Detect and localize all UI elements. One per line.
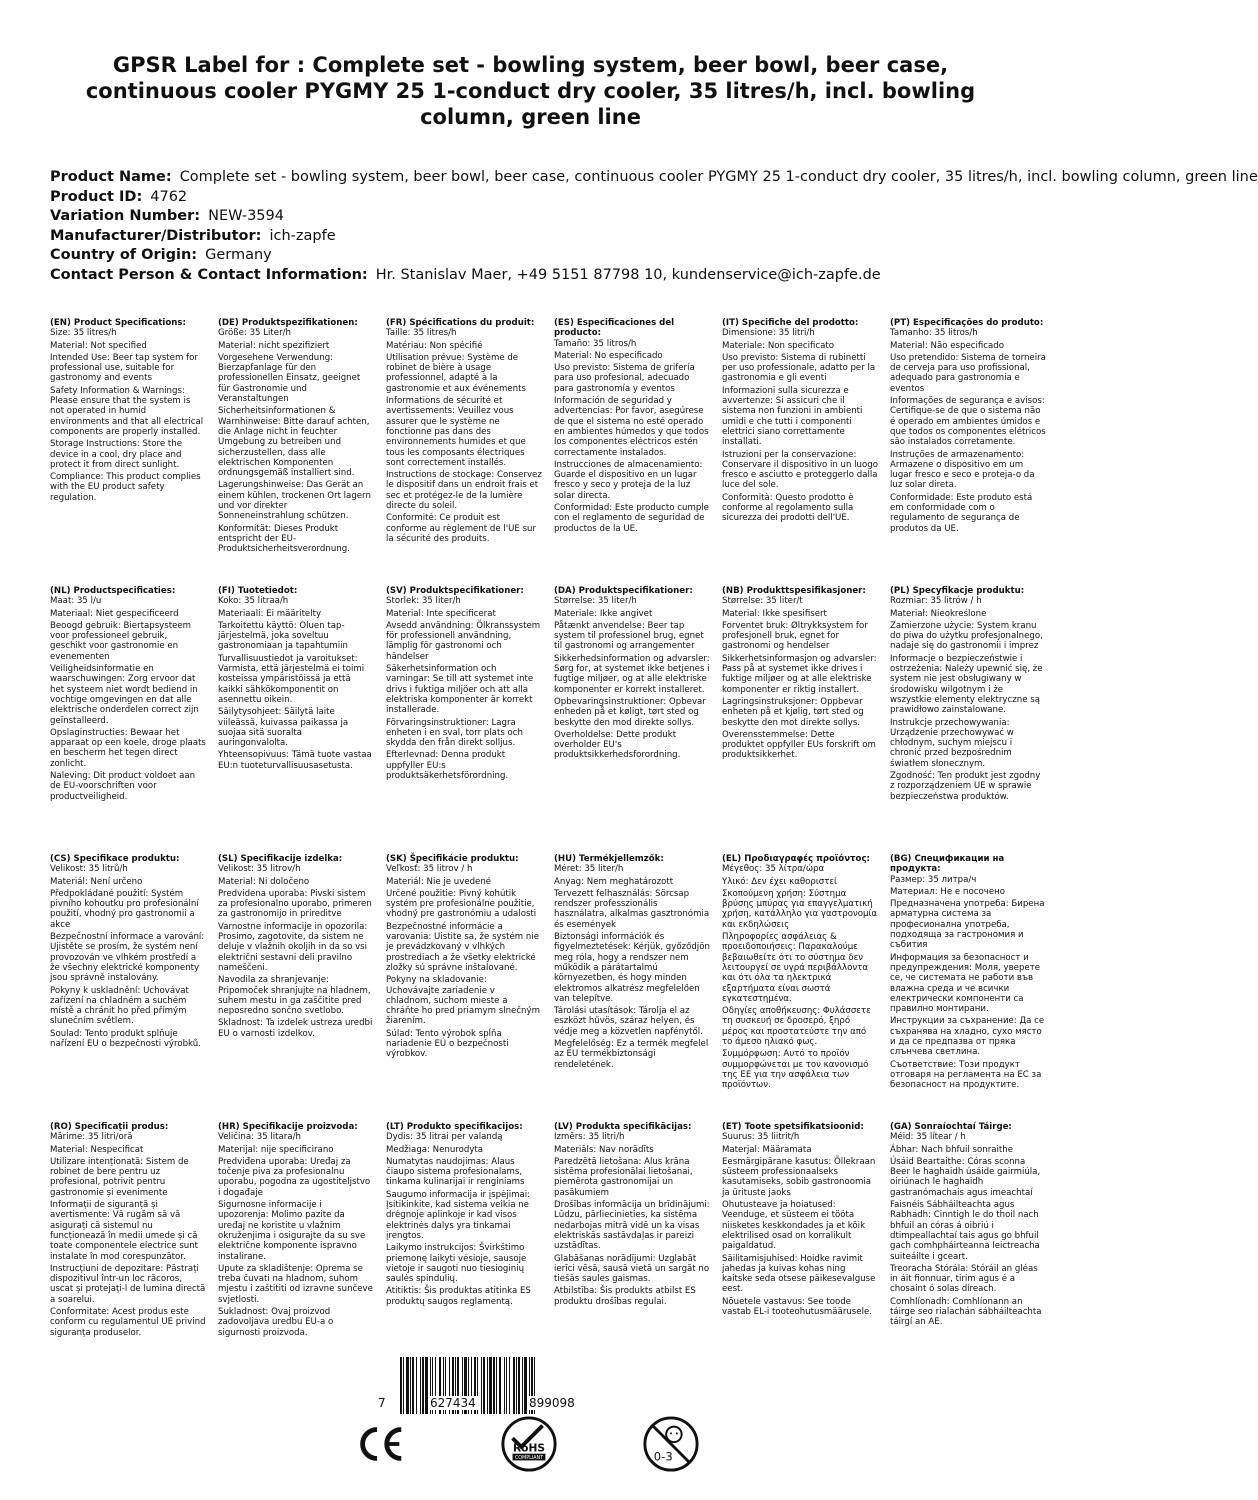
spec-line: Méret: 35 liter/h [554,864,624,875]
spec-section [386,1122,542,1309]
spec-section [890,318,1046,536]
spec-line: Utilizare intenționată: Sistem de robinet de bere pentru uz profesional, potrivit pentru gastronomie și evenimente [50,1156,189,1198]
spec-line: Medžiaga: Nenurodyta [386,1144,484,1155]
spec-line: Předpokládané použití: Systém pivního kohoutku pro profesionální použití, vhodný pro gastronomii a akce [50,888,199,930]
barcode-bar [513,1357,515,1414]
spec-line: Bezpečnostní informace a varování: Ujistěte se prosím, že systém není provozován ve vlhkém prostředí a že všechny elektrické komponenty jsou správně instalovány. [50,932,205,984]
spec-section-header: (DA) Produktspecifikationer: [554,586,693,596]
spec-line: Maat: 35 l/u [50,596,102,607]
info-manufacturer [50,227,1061,247]
spec-line: Drošības informācija un brīdinājumi: Lūdzu, pārliecinieties, ka sistēma nedarbojas mitrā vidē un ka visas elektriskās sastāvdaļas ir pareizi uzstādītas. [554,1200,710,1252]
label-title: GPSR Label for : Complete set - bowling system, beer bowl, beer case, continuous cooler PYGMY 25 1-conduct dry cooler, 35 litres/h, incl. bowling column, green line [85,53,976,129]
spec-line: Opslaginstructies: Bewaar het apparaat op een koele, droge plaats en bescherm het tegen direct zonlicht. [50,727,206,769]
spec-line: Material: Ni določeno [218,876,310,887]
spec-line: Materiál: Nie je uvedené [386,876,492,887]
spec-line: Materiale: Non specificato [722,340,835,351]
spec-line: Určené použitie: Pivný kohútik systém pre profesionálne použitie, vhodný pre gastronómiu a udalosti [386,888,537,920]
info-value: Germany [205,247,272,263]
info-country-of-origin [50,246,1061,266]
spec-line: Upute za skladištenje: Oprema se treba čuvati na hladnom, suhom mjestu i zaštititi od izravne sunčeve svjetlosti. [218,1263,373,1305]
spec-section-header: (RO) Specificații produs: [50,1122,169,1132]
spec-line: Nõuetele vastavus: See toode vastab EL-i tooteohutusmäärusele. [722,1296,872,1318]
spec-line: Säkerhetsinformation och varningar: Se till att systemet inte drivs i fuktiga miljöer och att alla elektriska komponenter är korrekt installerade. [386,664,534,716]
spec-line: Koko: 35 litraa/h [218,596,289,607]
spec-section-header: (FR) Spécifications du produit: [386,318,535,328]
spec-line: Varnostne informacije in opozorila: Prosimo, zagotovite, da sistem ne deluje v vlažnih okoljih in da so vsi električni sestavni deli pravilno nameščeni. [218,921,368,973]
spec-line: Material: No especificado [554,350,663,361]
spec-line: Sicherheitsinformationen & Warnhinweise: Bitte darauf achten, die Anlage nicht in feuchter Umgebung zu betreiben und sicherzustellen, dass alle elektrischen Komponenten ordnungsgemäß installiert sind. [218,406,370,479]
spec-line: Zamierzone użycie: System kranu do piwa do użytku profesjonalnego, nadaje się do gastronomii i imprez [890,620,1043,652]
spec-section [554,586,710,763]
spec-line: Tárolási utasítások: Tárolja el az eszközt hűvös, száraz helyen, és védje meg a közvetlen napfénytől. [554,1006,703,1037]
spec-line: Съответствие: Този продукт отговаря на регламента на ЕС за безопасност на продуктите. [890,1059,1042,1091]
barcode-bar [489,1357,492,1414]
spec-section [386,318,542,546]
spec-line: Tarkoitettu käyttö: Oluen tap-järjestelmä, joka soveltuu gastronomiaan ja tapahtumiin [218,620,348,652]
spec-line: Megfelelőség: Ez a termék megfelel az EU termékbiztonsági rendeletének. [554,1039,709,1070]
barcode-bar [400,1357,402,1414]
spec-section-header: (GA) Sonraíochtaí Táirge: [890,1122,1012,1132]
spec-line: Sukladnost: Ovaj proizvod zadovoljava uredbu EU-a o sigurnosti proizvoda. [218,1307,334,1338]
spec-line: Utilisation prévue: Système de robinet de bière à usage professionnel, adapté à la gastronomie et aux événements [386,352,526,394]
spec-row [50,1122,1061,1362]
spec-line: Laikymo instrukcijos: Švirkštimo priemonę laikyti vėsioje, sausoje vietoje ir saugoti nuo tiesioginių saulės spindulių. [386,1243,527,1285]
spec-line: Materiaali: Ei määritelty [218,608,322,619]
spec-line: Storage Instructions: Store the device in a cool, dry place and protect it from direct sunlight. [50,439,183,470]
spec-line: Μέγεθος: 35 λίτρα/ώρα [722,864,825,875]
info-key: Product ID: [50,188,143,205]
spec-line: Skladnost: Ta izdelek ustreza uredbi EU o varnosti izdelkov. [218,1018,373,1039]
info-key: Contact Person & Contact Information: [50,266,368,283]
barcode-bar [493,1357,495,1414]
spec-line: Instruções de armazenamento: Armazene o dispositivo em um lugar fresco e seco e proteja-o da luz solar direta. [890,449,1035,491]
spec-section-header: (EN) Product Specifications: [50,318,186,328]
spec-section [386,854,542,1062]
spec-section [50,318,206,505]
spec-line: Tervezett felhasználás: Sörcsap rendszer professzionális használatra, alkalmas gasztronómia és események [554,888,710,930]
spec-line: Инструкции за съхранение: Да се съхранява на хладно, сухо място и да се предпазва от пряка слънчева светлина. [890,1016,1045,1058]
spec-section-header: (BG) Спецификации на продукта: [890,854,1005,875]
spec-line: Soulad: Tento produkt splňuje nařízení EU o bezpečnosti výrobků. [50,1028,201,1050]
info-contact [50,266,1061,286]
barcode-bar [499,1357,501,1414]
spec-section [722,1122,878,1319]
spec-section-header: (FI) Tuotetiedot: [218,586,298,596]
spec-line: Material: Nespecificat [50,1144,144,1155]
spec-line: Faisnéis Sábháilteachta agus Rabhadh: Cinntigh le do thoil nach bhfuil an córas á oibriú i dtimpeallachtaí tais agus go bhfuil gach comhpháirteanna leictreacha suiteáilte i gceart. [890,1200,1040,1262]
spec-line: Zgodność: Ten produkt jest zgodny z rozporządzeniem UE w sprawie bezpieczeństwa produktów. [890,771,1041,802]
spec-line: Πληροφορίες ασφάλειας & προειδοποιήσεις: Παρακαλούμε βεβαιωθείτε ότι το σύστημα δεν λειτουργεί σε υγρά περιβάλλοντα και ότι όλα τα ηλεκτρικά εξαρτήματα είναι σωστά εγκατεστημένα. [722,932,869,1004]
spec-line: Material: Not specified [50,340,147,351]
spec-line: Taille: 35 litres/h [386,328,457,339]
rohs-compliant-label: COMPLIANT [514,1455,544,1461]
info-value: NEW-3594 [208,208,284,224]
spec-section-header: (CS) Specifikace produktu: [50,854,180,864]
barcode-bar [518,1357,520,1414]
spec-line: Forventet bruk: Øltrykksystem for profesjonell bruk, egnet for gastronomi og hendelser [722,620,868,652]
barcode-bar [487,1357,488,1414]
spec-line: Izmērs: 35 litri/h [554,1132,625,1143]
spec-line: Predvidena uporaba: Pivski sistem za profesionalno uporabo, primeren za gastronomijo in prireditve [218,888,372,920]
barcode-bar [483,1357,485,1414]
rohs-badge-icon [500,1415,558,1473]
spec-line: Conformidad: Este producto cumple con el reglamento de seguridad de productos de la UE. [554,503,709,534]
info-variation-number [50,207,1061,227]
spec-line: Size: 35 litres/h [50,328,117,339]
spec-line: Beoogd gebruik: Biertapsysteem voor professioneel gebruik, geschikt voor gastronomie en evenementen [50,620,192,662]
spec-line: Størrelse: 35 liter/h [554,596,637,607]
spec-line: Intended Use: Beer tap system for professional use, suitable for gastronomy and events [50,352,198,384]
spec-line: Rozmiar: 35 litrów / h [890,596,982,607]
spec-line: Material: nicht spezifiziert [218,340,330,351]
info-value: Complete set - bowling system, beer bowl, beer case, continuous cooler PYGMY 25 1-conduct dry cooler, 35 litres/h, incl. bowling column, green line [179,169,1258,185]
spec-line: Tamanho: 35 litros/h [890,328,978,339]
spec-section [554,318,710,536]
spec-section [554,854,710,1072]
spec-line: Υλικό: Δεν έχει καθοριστεί [722,876,837,887]
spec-line: Påtænkt anvendelse: Beer tap system til professionel brug, egnet til gastronomi og arrangementer [554,620,704,652]
barcode-bar [422,1357,424,1414]
spec-line: Información de seguridad y advertencias: Por favor, asegúrese de que el sistema no esté operado en ambientes húmedos y que todos los componentes eléctricos estén correctamente instalados. [554,396,709,458]
spec-line: Materiál: Není určeno [50,876,143,887]
spec-line: Informacje o bezpieczeństwie i ostrzeżenia: Należy upewnić się, że system nie jest obsługiwany w środowisku wilgotnym i że wszystkie elementy elektryczne są prawidłowo zainstalowane. [890,653,1043,716]
spec-line: Förvaringsinstruktioner: Lagra enheten i en sval, torr plats och skydda den från direkt solljus. [386,717,523,749]
spec-line: Biztonsági információk és figyelmeztetések: Kérjük, győződjön meg róla, hogy a rendszer nem működik a párátartalmú környezetben, és hogy minden elektromos alkatrész megfelelően van telepítve. [554,932,710,1004]
spec-line: Sikkerhetsinformasjon og advarsler: Pass på at systemet ikke drives i fuktige miljøer og at alle elektriske komponenter er riktig installert. [722,653,877,695]
spec-line: Instructions de stockage: Conservez le dispositif dans un endroit frais et sec et protégez-le de la lumière directe du soleil. [386,470,542,512]
spec-section-header: (NB) Produkttspesifikasjoner: [722,586,866,596]
spec-line: Istruzioni per la conservazione: Conservare il dispositivo in un luogo fresco e asciutto e proteggerlo dalla luce del sole. [722,449,878,491]
spec-row [50,318,1061,586]
spec-line: Veličina: 35 litara/h [218,1132,301,1143]
barcode-bar [410,1357,411,1414]
barcode-digits-left: 627434 [430,1396,476,1410]
spec-section [218,1122,374,1340]
barcode-bar [506,1357,507,1414]
spec-line: Conformitate: Acest produs este conform cu regulamentul UE privind siguranța produselor. [50,1307,206,1338]
spec-row [50,586,1061,854]
spec-line: Bezpečnostné informácie a varovania: Uistite sa, že systém nie je prevádzkovaný v vlhkých prostrediach a že všetky elektrické zložky sú správne inštalované. [386,921,539,973]
info-product-id [50,188,1061,208]
spec-line: Informações de segurança e avisos: Certifique-se de que o sistema não é operado em ambientes úmidos e que todos os componentes elétricos são instalados corretamente. [890,396,1046,448]
spec-section-header: (SL) Specifikacije izdelka: [218,854,343,864]
spec-line: Konformität: Dieses Produkt entspricht der EU-Produktsicherheitsverordnung. [218,523,350,555]
spec-line: Anyag: Nem meghatározott [554,876,674,887]
info-product-name [50,168,1258,188]
spec-line: Instrucțiuni de depozitare: Păstrați dispozitivul într-un loc răcoros, uscat și protejați-l de lumina directă a soarelui. [50,1263,206,1305]
spec-line: Overensstemmelse: Dette produktet oppfyller EUs forskrift om produktsikkerhet. [722,729,876,761]
spec-line: Navodila za shranjevanje: Pripomoček shranjujte na hladnem, suhem mestu in ga zaščitite pred neposredno sončno svetlobo. [218,975,371,1017]
spec-line: Avsedd användning: Ölkranssystem för professionell användning, lämplig för gastronomi och händelser [386,620,541,662]
spec-line: Eesmärgipärane kasutus: Õllekraan süsteem professionaalseks kasutamiseks, sobib gastronoomia ja ürituste jaoks [722,1156,876,1198]
not-for-children-0-3-icon [642,1415,700,1473]
spec-line: Materjal: Määramata [722,1144,812,1155]
spec-section-header: (EL) Προδιαγραφές προϊόντος: [722,854,870,864]
barcode-bar [481,1357,482,1414]
spec-line: Velikost: 35 litrov/h [218,864,301,875]
spec-row [50,854,1061,1122]
spec-line: Materijal: nije specificirano [218,1144,334,1155]
spec-line: Instrukcje przechowywania: Urządzenie przechowywać w chłodnym, suchym miejscu i chronić przed bezpośrednim światłem słonecznym. [890,717,1014,769]
spec-line: Materiał: Nieokreślone [890,608,987,619]
ce-mark-icon [351,1415,409,1473]
info-key: Variation Number: [50,208,201,224]
spec-line: Συμμόρφωση: Αυτό το προϊόν συμμορφώνεται με τον κανονισμό της ΕΕ για την ασφάλεια των προϊόντων. [722,1049,869,1091]
spec-line: Suurus: 35 liitrit/h [722,1132,800,1143]
spec-line: Materiaal: Niet gespecificeerd [50,608,179,619]
spec-line: Οδηγίες αποθήκευσης: Φυλάσσετε τη συσκευή σε δροσερό, ξηρό μέρος και προστατεύστε την από το άμεσο ηλιακό φως. [722,1006,871,1048]
spec-line: Matériau: Non spécifié [386,340,483,351]
spec-line: Turvallisuustiedot ja varoitukset: Varmista, että järjestelmä ei toimi kosteissa ympäristöissä ja että kaikki sähkökomponentit on asennettu oikein. [218,653,365,705]
info-value: Hr. Stanislav Maer, +49 5151 87798 10, kundenservice@ich-zapfe.de [375,266,881,283]
spec-line: Информация за безопасност и предупреждения: Моля, уверете се, че системата не работи във влажна среда и че всички електрически компоненти са правилно монтирани. [890,952,1040,1015]
spec-line: Materiāls: Nav norādīts [554,1144,654,1155]
spec-line: Úsáid Beartaithe: Córas sconna Beer le haghaidh úsáide gairmiúla, oiriúnach le haghaidh gastranómachais agus imeachtaí [890,1156,1041,1198]
spec-line: Velikost: 35 litrů/h [50,864,128,875]
spec-line: Pokyny k uskladnění: Uchovávat zařízení na chladném a suchém místě a chránit ho před přímým slunečním světlem. [50,985,189,1027]
barcode-digits-right: 899098 [529,1396,575,1410]
spec-line: Materiale: Ikke angivet [554,608,653,619]
spec-line: Vorgesehene Verwendung: Bierzapfanlage für den professionellen Einsatz, geeignet für Gastronomie und Veranstaltungen [218,352,361,405]
spec-line: Dydis: 35 litrai per valandą [386,1132,503,1143]
spec-section-header: (PT) Especificações do produto: [890,318,1044,328]
spec-line: Instrucciones de almacenamiento: Guarde el dispositivo en un lugar fresco y seco y proteja de la luz solar directa. [554,459,703,501]
spec-section [722,318,878,526]
spec-section [50,1122,206,1340]
product-info [50,168,1258,285]
spec-line: Atitiktis: Šis produktas atitinka ES produktų saugos reglamentą. [386,1286,531,1307]
info-key: Country of Origin: [50,247,198,263]
spec-section [50,586,206,804]
spec-section-header: (HR) Specifikacije proizvoda: [218,1122,358,1132]
spec-line: Ábhar: Nach bhfuil sonraithe [890,1144,1014,1155]
spec-section [890,586,1046,804]
spec-line: Размер: 35 литра/ч [890,874,977,885]
spec-line: Méid: 35 lítear / h [890,1132,966,1143]
barcode-bar [420,1357,421,1414]
barcode-bar [509,1357,510,1414]
spec-section [890,854,1046,1093]
barcode-bar [406,1357,409,1414]
spec-section [218,586,374,773]
spec-line: Informații de siguranță și avertismente: Vă rugăm să vă asigurați că sistemul nu funcționează în medii umede și că toate componentele electrice sunt instalate în mod corespunzător. [50,1200,199,1262]
spec-section-header: (PL) Specyfikacje produktu: [890,586,1025,596]
spec-section [554,1122,710,1309]
spec-line: Dimensione: 35 litri/h [722,328,815,339]
spec-line: Uso pretendido: Sistema de torneira de cerveja para uso profissional, adequado para gastronomia e eventos [890,352,1046,394]
spec-line: Treoracha Stórála: Stóráil an gléas in áit fionnuar, tirim agus é a chosaint ó solas díreach. [890,1263,1038,1295]
spec-section-header: (DE) Produktspezifikationen: [218,318,358,328]
spec-line: Größe: 35 Liter/h [218,328,291,339]
spec-line: Yhteensopivuus: Tämä tuote vastaa EU:n tuoteturvallisuusasetusta. [218,750,372,771]
spec-section [50,854,206,1051]
barcode-bar [416,1357,417,1414]
info-key: Product Name: [50,169,172,185]
spec-line: Σκοπούμενη χρήση: Σύστημα βρύσης μπύρας για επαγγελματική χρήση, κατάλληλο για γαστρονομία και εκδηλώσεις [722,888,878,930]
spec-line: Overholdelse: Dette produkt overholder EU's produktsikkerhedsforordning. [554,729,681,761]
spec-line: Tamaño: 35 litros/h [554,338,637,349]
spec-line: Uso previsto: Sistema di rubinetti per uso professionale, adatto per la gastronomia e gli eventi [722,352,876,384]
spec-line: Ohutusteave ja hoiatused: Veenduge, et süsteem ei tööta niisketes keskkondades ja et kõik elektrilised osad on korralikult paigaldatud. [722,1200,866,1252]
barcode-bar [516,1357,517,1414]
spec-section [890,1122,1046,1330]
spec-line: Material: Ikke spesifisert [722,608,827,619]
spec-section-header: (LT) Produkto specifikacijos: [386,1122,523,1132]
spec-line: Naleving: Dit product voldoet aan de EU-voorschriften voor productveiligheid. [50,771,196,802]
spec-line: Veľkosť: 35 litrov / h [386,864,473,875]
spec-line: Súlad: Tento výrobok spĺňa nariadenie EÚ o bezpečnosti výrobkov. [386,1028,509,1060]
barcode-digit-first: 7 [378,1396,386,1410]
spec-line: Efterlevnad: Denna produkt uppfyller EU:s produktsäkerhetsförordning. [386,750,509,782]
info-value: ich-zapfe [269,227,336,244]
spec-line: Lagringsinstruksjoner: Oppbevar enheten på et kjølig, tørt sted og beskytte den mot direkte sollys. [722,696,864,728]
spec-line: Uso previsto: Sistema de grifería para uso profesional, adecuado para gastronomía y eventos [554,363,695,394]
spec-line: Comhlíonadh: Comhlíonann an táirge seo rialachán sábháilteachta táirgí an AE. [890,1296,1042,1328]
spec-line: Material: Inte specificerat [386,608,496,619]
spec-line: Glabāšanas norādījumi: Uzglabāt ierīci vēsā, sausā vietā un sargāt no tiešās saules gaismas. [554,1253,710,1285]
spec-section-header: (LV) Produkta specifikācijas: [554,1122,692,1132]
spec-line: Størrelse: 35 liter/t [722,596,803,607]
spec-line: Säilytysohjeet: Säilytä laite viileässä, kuivassa paikassa ja suojaa sitä suoralta auringonvalolta. [218,707,349,749]
spec-grid [50,318,1061,1362]
spec-line: Sikkerhedsinformation og advarsler: Sørg for, at systemet ikke betjenes i fugtige miljøer, og at alle elektriske komponenter er korrekt installeret. [554,653,710,695]
info-value: 4762 [150,188,188,205]
spec-line: Storlek: 35 liter/h [386,596,461,607]
spec-line: Opbevaringsinstruktioner: Opbevar enheden på et køligt, tørt sted og beskytte den mod direkte sollys. [554,696,706,728]
spec-line: Atbilstība: Šis produkts atbilst ES produktu drošības regulai. [554,1286,696,1307]
spec-line: Lagerungshinweise: Das Gerät an einem kühlen, trockenen Ort lagern und vor direkter Sonneneinstrahlung schützen. [218,480,371,522]
info-key: Manufacturer/Distributor: [50,227,262,244]
spec-line: Материал: Не е посочено [890,886,1006,897]
spec-line: Material: Não especificado [890,340,1004,351]
spec-line: Sigurnosne informacije i upozorenja: Molimo pazite da uređaj ne koristite u vlažnim okruženjima i osigurajte da su sve električne komponente ispravno instalirane. [218,1200,366,1262]
spec-section-header: (SV) Produktspecifikationer: [386,586,524,596]
barcode-bar [522,1357,523,1414]
age-label: 0-3 [653,1449,673,1464]
spec-line: Mărime: 35 litri/oră [50,1132,133,1143]
spec-section-header: (SK) Špecifikácie produktu: [386,854,519,864]
barcode-bar [403,1357,404,1414]
spec-section [722,586,878,763]
spec-line: Säilitamisjuhised: Hoidke ravimit jahedas ja kuivas kohas ning kaitske seda otsese päikesevalguse eest. [722,1253,876,1295]
spec-line: Informazioni sulla sicurezza e avvertenze: Si assicuri che il sistema non funzioni in ambienti umidi e che tutti i componenti elettrici siano correttamente installati. [722,385,863,448]
spec-section [722,854,878,1093]
spec-line: Predviđena uporaba: Uređaj za točenje piva za profesionalnu uporabu, pogodna za ugostiteljstvo i događaje [218,1156,371,1198]
spec-line: Safety Information & Warnings: Please ensure that the system is not operated in humid environments and that all electrical components are properly installed. [50,385,204,437]
spec-section-header: (ET) Toote spetsifikatsioonid: [722,1122,864,1132]
spec-section [218,854,374,1041]
spec-line: Conformidade: Este produto está em conformidade com o regulamento de segurança de produtos da UE. [890,492,1033,534]
spec-line: Paredzētā lietošana: Alus krāna sistēma profesionālai lietošanai, piemērota gastronomijai un pasākumiem [554,1156,693,1198]
spec-line: Conformità: Questo prodotto è conforme al regolamento sulla sicurezza dei prodotti dell'UE. [722,492,854,524]
spec-section-header: (HU) Termékjellemzők: [554,854,664,864]
barcode-bar [496,1357,497,1414]
rohs-label: RoHS [512,1441,546,1455]
spec-line: Pokyny na skladovanie: Uchovávajte zariadenie v chladnom, suchom mieste a chráňte ho pred priamym slnečným žiarením. [386,975,540,1027]
spec-section-header: (ES) Especificaciones del producto: [554,318,675,339]
spec-line: Numatytas naudojimas: Alaus čiaupo sistema profesionalams, tinkama kulinarijai ir renginiams [386,1156,525,1188]
spec-line: Veiligheidsinformatie en waarschuwingen: Zorg ervoor dat het systeem niet wordt bediend in vochtige omgevingen en dat alle elektrische onderdelen correct zijn geïnstalleerd. [50,664,199,726]
spec-section [386,586,542,783]
spec-section [218,318,374,557]
barcode-bar [412,1357,414,1414]
spec-section-header: (IT) Specifiche del prodotto: [722,318,859,328]
spec-line: Saugumo informacija ir įspėjimai: Įsitikinkite, kad sistema veikia ne drėgnoje aplinkoje ir kad visos elektrinės dalys yra tinkamai įrengtos. [386,1189,531,1241]
spec-section-header: (NL) Productspecificaties: [50,586,176,596]
spec-line: Conformité: Ce produit est conforme au règlement de l'UE sur la sécurité des produits. [386,513,537,544]
spec-line: Informations de sécurité et avertissements: Veuillez vous assurer que le système ne fonctionne pas dans des environnements humides et que tous les composants électriques sont correctement installés. [386,396,526,468]
spec-line: Предназначена употреба: Бирена арматурна система за професионална употреба, подходяща за гастрономия и събития [890,899,1045,951]
spec-line: Compliance: This product complies with the EU product safety regulation. [50,472,201,503]
barcode-bar [504,1357,505,1414]
